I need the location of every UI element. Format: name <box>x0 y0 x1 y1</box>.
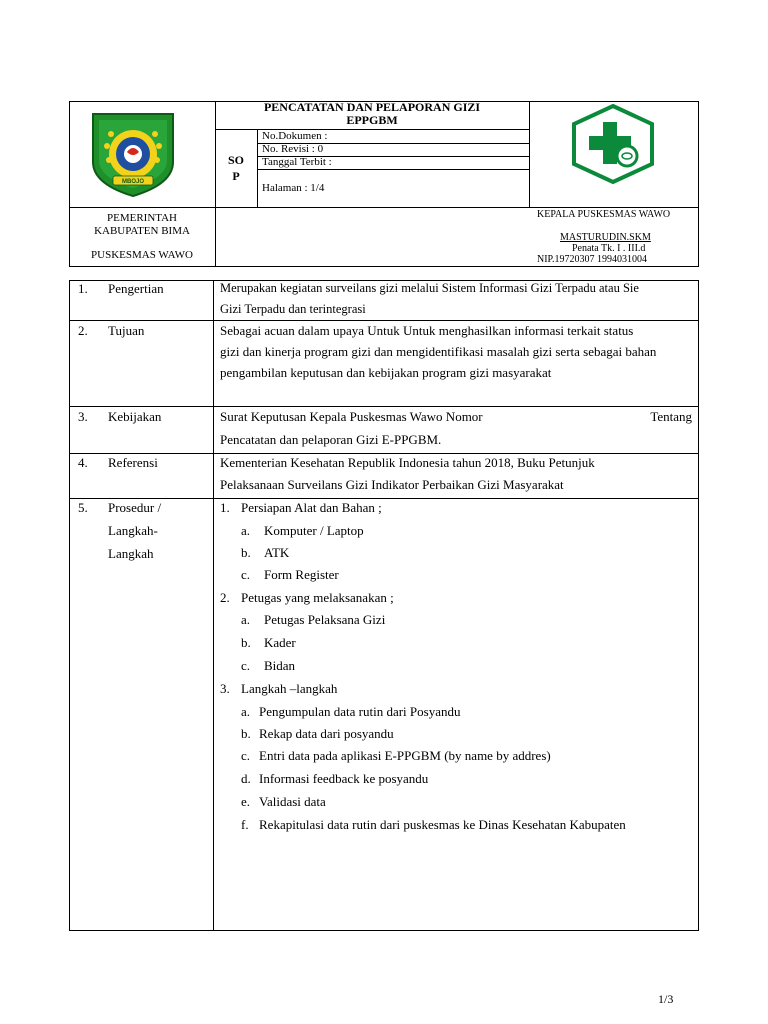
procedure-step-number: 3. <box>220 681 230 696</box>
procedure-item: Validasi data <box>259 794 326 809</box>
section-label: Langkah- <box>108 523 158 538</box>
procedure-step-number: 1. <box>220 500 230 515</box>
procedure-step-title: Petugas yang melaksanakan ; <box>241 590 394 605</box>
sop-line: P <box>232 169 240 183</box>
section-number: 2. <box>78 323 88 338</box>
section-text-line: gizi dan kinerja program gizi dan mengidentifikasi masalah gizi serta sebagai bahan <box>220 344 657 359</box>
procedure-item: Bidan <box>264 658 296 673</box>
revision-field: No. Revisi : 0 <box>262 143 324 155</box>
section-text-line: Merupakan kegiatan surveilans gizi melalui Sistem Informasi Gizi Terpadu atau Sie <box>220 281 639 295</box>
head-title: KEPALA PUSKESMAS WAWO <box>537 209 671 220</box>
section-text-line: Pencatatan dan pelaporan Gizi E-PPGBM. <box>220 432 442 447</box>
section-number: 1. <box>78 281 88 296</box>
government-line: KABUPATEN BIMA <box>94 225 190 237</box>
procedure-item: Petugas Pelaksana Gizi <box>264 612 386 627</box>
regency-crest-logo <box>91 112 175 198</box>
page-number: 1/3 <box>658 992 674 1006</box>
body-column-divider <box>213 280 214 931</box>
procedure-item-letter: c. <box>241 748 251 763</box>
section-label: Prosedur / <box>108 500 162 515</box>
section-number: 3. <box>78 409 88 424</box>
document-number-field: No.Dokumen : <box>262 130 328 142</box>
section-label: Langkah <box>108 546 154 561</box>
procedure-item: Informasi feedback ke posyandu <box>259 771 429 786</box>
procedure-item: Rekapitulasi data rutin dari puskesmas ke Dinas Kesehatan Kabupaten <box>259 817 626 832</box>
header-divider <box>69 207 699 208</box>
head-rank: Penata Tk. I . III.d <box>572 243 646 254</box>
policy-text: Tentang <box>650 409 692 424</box>
policy-text: Surat Keputusan Kepala Puskesmas Wawo Nomor <box>220 409 483 424</box>
procedure-item: ATK <box>264 545 290 560</box>
header-divider <box>257 169 529 170</box>
row-divider <box>69 498 699 499</box>
head-nip: NIP.19720307 1994031004 <box>537 254 648 265</box>
section-number: 4. <box>78 455 88 470</box>
issue-date-field: Tanggal Terbit : <box>262 156 332 168</box>
header-divider <box>257 129 258 207</box>
section-label: Referensi <box>108 455 158 470</box>
section-text-line: Gizi Terpadu dan terintegrasi <box>220 302 366 316</box>
procedure-item: Rekap data dari posyandu <box>259 726 394 741</box>
sop-line: SO <box>227 153 244 167</box>
procedure-item-letter: a. <box>241 523 251 538</box>
page-field: Halaman : 1/4 <box>262 182 325 194</box>
procedure-step-number: 2. <box>220 590 230 605</box>
government-line: PEMERINTAH <box>106 212 177 224</box>
section-text-line: Pelaksanaan Surveilans Gizi Indikator Perbaikan Gizi Masyarakat <box>220 477 564 492</box>
sop-label <box>215 152 257 184</box>
title-line: EPPGBM <box>346 113 398 127</box>
header-divider <box>529 101 530 207</box>
section-label: Kebijakan <box>108 409 162 424</box>
section-text-line: pengambilan keputusan dan kebijakan program gizi masyarakat <box>220 365 552 380</box>
procedure-item-letter: c. <box>241 658 251 673</box>
procedure-item: Entri data pada aplikasi E-PPGBM (by name by addres) <box>259 748 551 763</box>
head-name: MASTURUDIN.SKM <box>560 232 651 243</box>
procedure-item: Komputer / Laptop <box>264 523 364 538</box>
crest-banner-text: MBOJO <box>121 179 145 185</box>
procedure-step-title: Persiapan Alat dan Bahan ; <box>241 500 382 515</box>
procedure-item-letter: b. <box>241 726 251 741</box>
section-label: Tujuan <box>108 323 145 338</box>
procedure-item-letter: f. <box>241 817 249 832</box>
puskesmas-logo <box>566 104 660 184</box>
section-text-line: Sebagai acuan dalam upaya Untuk Untuk menghasilkan informasi terkait status <box>220 323 634 338</box>
procedure-item-letter: b. <box>241 545 251 560</box>
section-label: Pengertian <box>108 281 164 296</box>
section-text-line <box>220 406 692 429</box>
puskesmas-name: PUSKESMAS WAWO <box>91 249 193 261</box>
section-text-line: Kementerian Kesehatan Republik Indonesia tahun 2018, Buku Petunjuk <box>220 455 595 470</box>
procedure-item-letter: a. <box>241 612 251 627</box>
title-line: PENCATATAN DAN PELAPORAN GIZI <box>263 100 481 114</box>
procedure-item: Pengumpulan data rutin dari Posyandu <box>259 704 461 719</box>
procedure-item-letter: b. <box>241 635 251 650</box>
section-number: 5. <box>78 500 88 515</box>
government-name <box>69 212 215 238</box>
document-title <box>215 101 529 127</box>
procedure-item-letter: d. <box>241 771 251 786</box>
procedure-item-letter: e. <box>241 794 251 809</box>
procedure-item: Kader <box>264 635 296 650</box>
procedure-item-letter: a. <box>241 704 251 719</box>
procedure-item: Form Register <box>264 567 339 582</box>
procedure-step-title: Langkah –langkah <box>241 681 338 696</box>
procedure-item-letter: c. <box>241 567 251 582</box>
